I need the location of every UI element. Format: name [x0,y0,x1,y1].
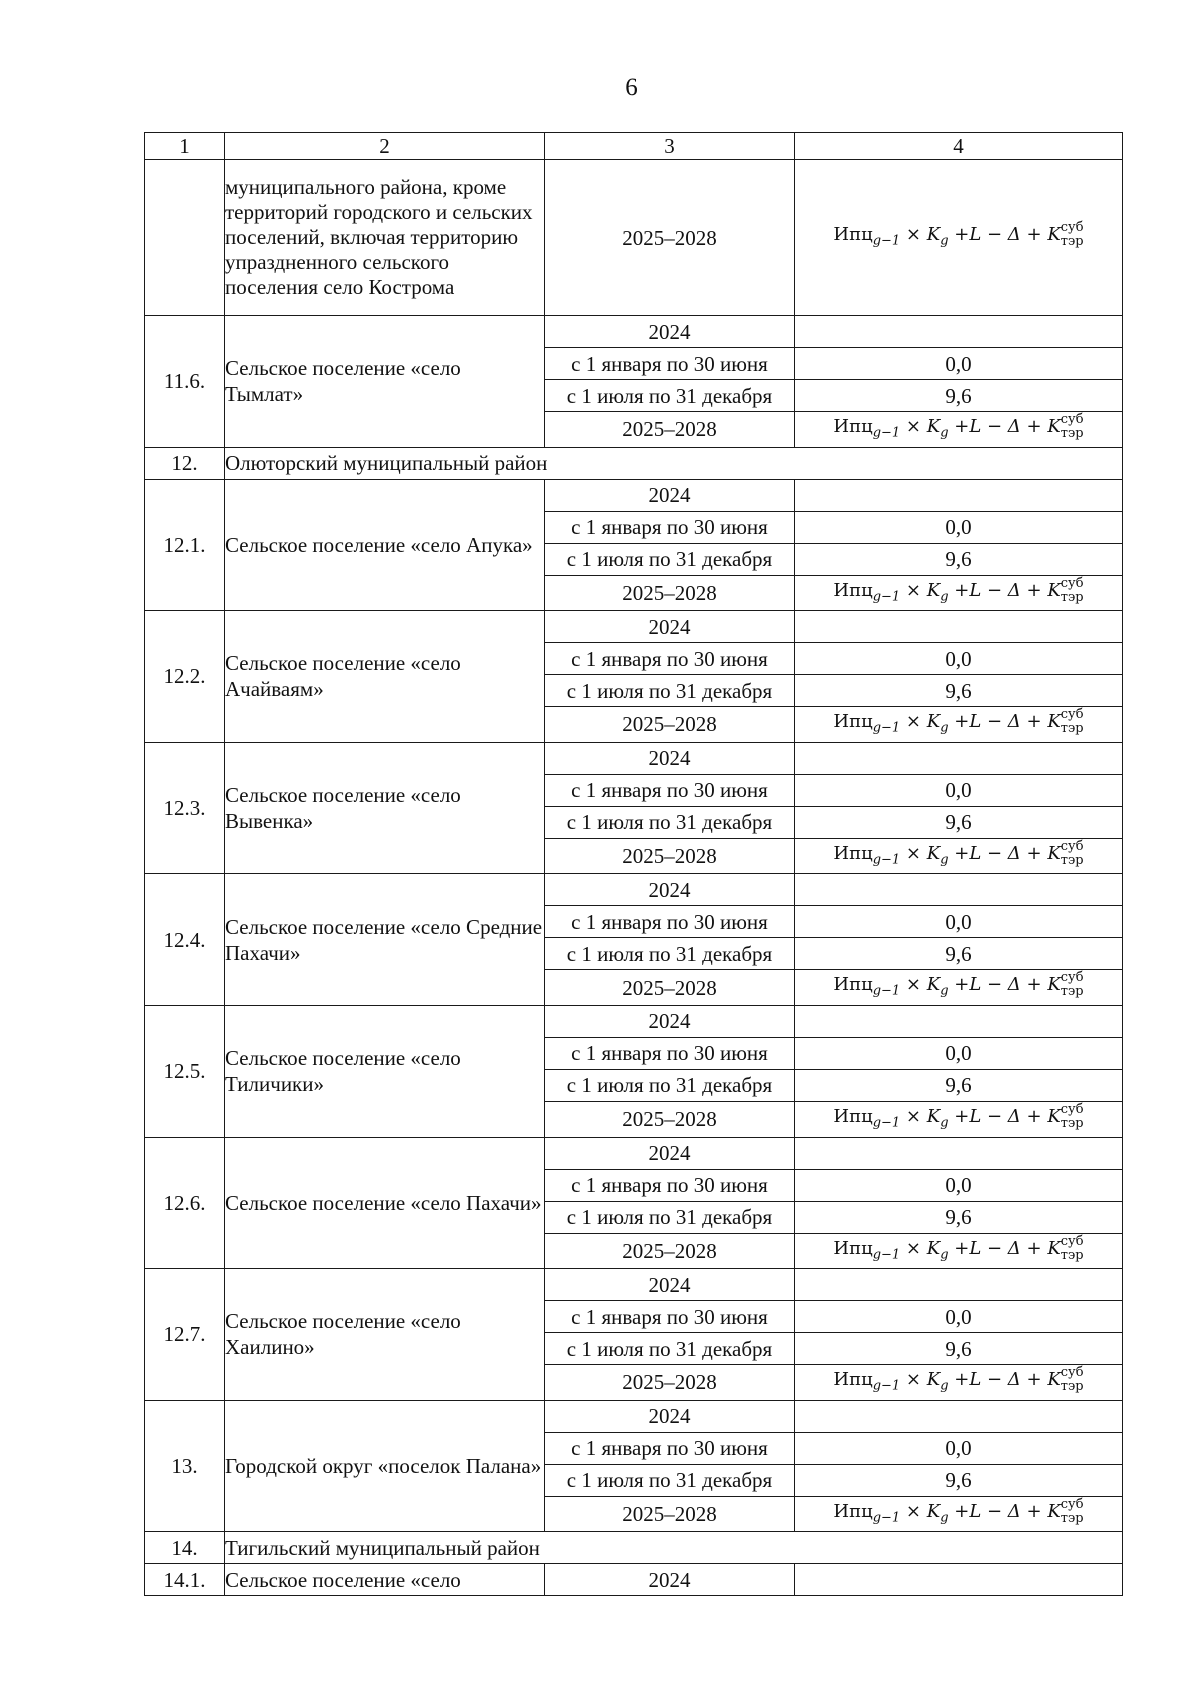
formula-kter: K [1047,1369,1061,1391]
value-cell [795,1137,1123,1169]
formula-sub-prev: g−1 [872,720,901,736]
formula-supsub [1061,708,1084,736]
header-col-1: 1 [145,133,225,160]
page-number: 6 [625,74,638,101]
row-number: 12.5. [145,1005,225,1137]
formula-kter: K [1047,842,1061,864]
formula-rest: +L − Δ + [948,842,1048,864]
header-col-2: 2 [225,133,545,160]
period-cell: с 1 июля по 31 декабря [545,938,795,970]
formula-base: Ипц [833,416,873,437]
year-cell: 2024 [545,1564,795,1596]
formula-rest: +L − Δ + [948,416,1048,437]
value-cell: 0,0 [795,348,1123,380]
row-name: Сельское поселение «село Средние Пахачи» [225,874,545,1006]
formula-cell [795,970,1123,1006]
table-row [145,742,1123,774]
formula-rest: +L − Δ + [948,1237,1048,1259]
row-number: 13. [145,1400,225,1532]
formula-sub-prev: g−1 [872,1115,901,1131]
formula-cell [795,160,1123,316]
formula-sub-ter: тэр [1060,1247,1084,1263]
formula-sup: суб [1060,707,1084,723]
value-cell: 0,0 [795,774,1123,806]
value-cell: 9,6 [795,1464,1123,1496]
row-number: 14. [145,1532,225,1564]
period-cell: 2025–2028 [545,1496,795,1532]
value-cell: 0,0 [795,1432,1123,1464]
formula-sub-ter: тэр [1060,234,1084,250]
period-cell: с 1 января по 30 июня [545,1169,795,1201]
formula-sup: суб [1060,412,1084,427]
formula-sup: суб [1060,220,1084,236]
formula-sub-prev: g−1 [872,425,901,441]
year-cell: 2024 [545,1005,795,1037]
formula-rest: +L − Δ + [948,711,1048,733]
row-name: Сельское поселение «село Апука» [225,479,545,611]
formula-sub-ter: тэр [1060,1510,1084,1526]
value-cell [795,479,1123,511]
period-cell: 2025–2028 [545,575,795,611]
period-cell: 2025–2028 [545,970,795,1006]
formula-times: × [900,1500,927,1522]
formula-base: Ипц [833,579,873,601]
formula-kter: K [1047,1105,1061,1127]
formula-kter: K [1047,579,1061,601]
formula-cell [795,838,1123,874]
formula-sub-prev: g−1 [872,852,901,868]
group-name: Тигильский муниципальный район [225,1532,1123,1564]
formula-k-sub: g [940,233,949,249]
formula-base: Ипц [833,1237,873,1259]
formula-rest: +L − Δ + [948,579,1048,601]
period-cell: 2025–2028 [545,1101,795,1137]
value-cell: 9,6 [795,938,1123,970]
row-number: 12.1. [145,479,225,611]
formula [833,838,1084,868]
period-cell: с 1 января по 30 июня [545,643,795,675]
formula-kter: K [1047,711,1061,733]
formula-sub-ter: тэр [1060,984,1084,1000]
year-cell: 2024 [545,874,795,906]
formula-times: × [900,974,927,996]
formula-times: × [900,1237,927,1259]
row-number: 11.6. [145,316,225,448]
formula-k: K [926,579,941,601]
row-name: Сельское поселение «село Тымлат» [225,316,545,448]
formula-rest: +L − Δ + [948,974,1048,996]
formula-sup: суб [1060,1365,1084,1381]
period-cell: 2025–2028 [545,707,795,743]
formula-kter: K [1047,1500,1061,1522]
formula-sub-prev: g−1 [872,1378,901,1394]
formula-base: Ипц [833,224,873,246]
value-cell [795,611,1123,643]
formula-supsub [1061,413,1084,441]
formula-base: Ипц [833,1369,873,1391]
year-cell: 2024 [545,1400,795,1432]
formula-kter: K [1047,1237,1061,1259]
formula-times: × [900,579,927,601]
period-cell: 2025–2028 [545,160,795,316]
value-cell: 9,6 [795,675,1123,707]
table-body [145,133,1123,1596]
value-cell: 9,6 [795,1201,1123,1233]
period-cell: с 1 июля по 31 декабря [545,675,795,707]
period-cell: с 1 июля по 31 декабря [545,1333,795,1365]
period-cell: с 1 января по 30 июня [545,1037,795,1069]
value-cell: 0,0 [795,1301,1123,1333]
period-cell: с 1 января по 30 июня [545,348,795,380]
formula-times: × [900,711,927,733]
table-row [145,479,1123,511]
value-cell: 0,0 [795,643,1123,675]
formula-k-sub: g [940,1378,949,1394]
formula-supsub [1061,221,1084,249]
period-cell: с 1 июля по 31 декабря [545,380,795,412]
period-cell: с 1 января по 30 июня [545,774,795,806]
period-cell: 2025–2028 [545,412,795,448]
value-cell: 0,0 [795,511,1123,543]
formula-k: K [926,711,941,733]
formula-base: Ипц [833,1500,873,1522]
group-row [145,1532,1123,1564]
continuation-row [145,160,1123,316]
period-cell: с 1 июля по 31 декабря [545,1069,795,1101]
formula-sup: суб [1060,970,1084,986]
year-cell: 2024 [545,1269,795,1301]
formula [833,1233,1084,1263]
formula [833,575,1084,605]
formula-sub-prev: g−1 [872,1510,901,1526]
formula-cell [795,1365,1123,1401]
formula-k: K [926,1237,941,1259]
row-number: 12. [145,447,225,479]
value-cell: 9,6 [795,543,1123,575]
formula-cell [795,707,1123,743]
year-cell: 2024 [545,479,795,511]
row-name: Городской округ «поселок Палана» [225,1400,545,1532]
value-cell [795,1269,1123,1301]
formula-sup: суб [1060,838,1084,854]
row-number: 12.6. [145,1137,225,1269]
formula-supsub [1061,840,1084,868]
formula-k-sub: g [940,589,949,605]
table-row [145,611,1123,643]
year-cell: 2024 [545,1137,795,1169]
formula-sub-ter: тэр [1060,1379,1084,1395]
row-name: Сельское поселение «село [225,1564,545,1596]
formula-k-sub: g [940,852,949,868]
formula-k-sub: g [940,983,949,999]
formula [833,1101,1084,1131]
formula-times: × [900,842,927,864]
formula-cell [795,1101,1123,1137]
row-number: 12.2. [145,611,225,743]
formula-supsub [1061,577,1084,605]
formula-times: × [900,1105,927,1127]
formula-base: Ипц [833,711,873,733]
formula-k-sub: g [940,720,949,736]
formula-k: K [926,416,941,437]
formula-sub-ter: тэр [1060,589,1084,605]
formula-times: × [900,224,927,246]
formula-sub-prev: g−1 [872,983,901,999]
year-cell: 2024 [545,316,795,348]
formula-k: K [926,842,941,864]
header-col-3: 3 [545,133,795,160]
formula-rest: +L − Δ + [948,1500,1048,1522]
formula-sup: суб [1060,1496,1084,1512]
group-name: Олюторский муниципальный район [225,447,1123,479]
formula-k: K [926,1105,941,1127]
value-cell: 9,6 [795,806,1123,838]
formula-sub-ter: тэр [1060,426,1084,441]
value-cell: 9,6 [795,1069,1123,1101]
row-number: 12.7. [145,1269,225,1401]
period-cell: с 1 января по 30 июня [545,1432,795,1464]
period-cell: с 1 июля по 31 декабря [545,543,795,575]
period-cell: с 1 июля по 31 декабря [545,806,795,838]
year-cell: 2024 [545,611,795,643]
formula-k: K [926,974,941,996]
formula-k: K [926,1500,941,1522]
formula-sub-ter: тэр [1060,1115,1084,1131]
formula-kter: K [1047,224,1061,246]
formula-k-sub: g [940,1115,949,1131]
formula [833,970,1084,1000]
value-cell: 0,0 [795,1169,1123,1201]
partial-row [145,1564,1123,1596]
value-cell: 0,0 [795,906,1123,938]
formula-kter: K [1047,974,1061,996]
value-cell [795,316,1123,348]
row-name: Сельское поселение «село Ачайваям» [225,611,545,743]
period-cell: с 1 июля по 31 декабря [545,1201,795,1233]
formula-base: Ипц [833,1105,873,1127]
formula-sub-prev: g−1 [872,1247,901,1263]
table-row [145,874,1123,906]
formula-sup: суб [1060,1101,1084,1117]
formula-cell [795,575,1123,611]
period-cell: с 1 июля по 31 декабря [545,1464,795,1496]
header-col-4: 4 [795,133,1123,160]
formula [833,220,1084,250]
formula [833,707,1084,737]
formula-rest: +L − Δ + [948,1369,1048,1391]
row-number: 12.3. [145,742,225,874]
group-row [145,447,1123,479]
formula-sup: суб [1060,1233,1084,1249]
formula-k-sub: g [940,1510,949,1526]
formula-sub-prev: g−1 [872,589,901,605]
formula-sub-ter: тэр [1060,852,1084,868]
header-row [145,133,1123,160]
value-cell [795,1400,1123,1432]
value-cell [795,742,1123,774]
formula-rest: +L − Δ + [948,224,1048,246]
period-cell: с 1 января по 30 июня [545,511,795,543]
formula-kter: K [1047,416,1061,437]
row-name: Сельское поселение «село Вывенка» [225,742,545,874]
row-number [145,160,225,316]
row-name: Сельское поселение «село Хаилино» [225,1269,545,1401]
formula-rest: +L − Δ + [948,1105,1048,1127]
table-row [145,1137,1123,1169]
formula-sub-prev: g−1 [872,233,901,249]
table-row [145,1269,1123,1301]
formula-supsub [1061,971,1084,999]
formula-supsub [1061,1498,1084,1526]
formula-cell [795,412,1123,448]
value-cell [795,1564,1123,1596]
table-row [145,1005,1123,1037]
tariff-table [144,132,1123,1596]
formula-base: Ипц [833,842,873,864]
formula-supsub [1061,1366,1084,1394]
table-row [145,1400,1123,1432]
formula-k-sub: g [940,1247,949,1263]
period-cell: с 1 января по 30 июня [545,1301,795,1333]
period-cell: 2025–2028 [545,1233,795,1269]
formula [833,1365,1084,1395]
value-cell: 9,6 [795,1333,1123,1365]
formula-times: × [900,416,927,437]
row-number: 14.1. [145,1564,225,1596]
formula [833,1496,1084,1526]
formula-k-sub: g [940,425,949,441]
value-cell [795,874,1123,906]
row-name: муниципального района, кроме территорий городского и сельских поселений, включая территорию упраздненного сельского поселения село Кострома [225,160,545,316]
formula-sup: суб [1060,575,1084,591]
period-cell: 2025–2028 [545,1365,795,1401]
table-row [145,316,1123,348]
row-name: Сельское поселение «село Пахачи» [225,1137,545,1269]
formula-supsub [1061,1235,1084,1263]
formula-sub-ter: тэр [1060,721,1084,737]
value-cell [795,1005,1123,1037]
formula-supsub [1061,1103,1084,1131]
formula-times: × [900,1369,927,1391]
formula-k: K [926,224,941,246]
year-cell: 2024 [545,742,795,774]
value-cell: 9,6 [795,380,1123,412]
value-cell: 0,0 [795,1037,1123,1069]
period-cell: с 1 января по 30 июня [545,906,795,938]
row-number: 12.4. [145,874,225,1006]
formula [833,412,1084,441]
formula-cell [795,1496,1123,1532]
formula-cell [795,1233,1123,1269]
period-cell: 2025–2028 [545,838,795,874]
formula-k: K [926,1369,941,1391]
formula-base: Ипц [833,974,873,996]
row-name: Сельское поселение «село Тиличики» [225,1005,545,1137]
